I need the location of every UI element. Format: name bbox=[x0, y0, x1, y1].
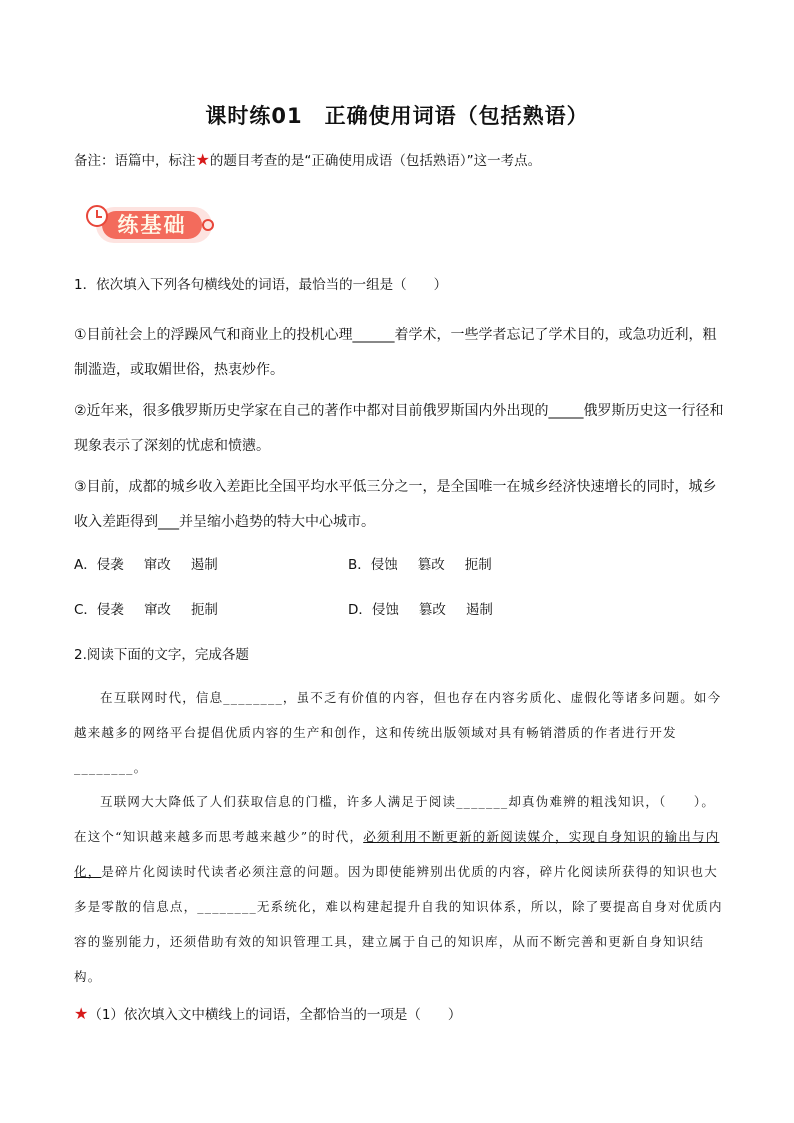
option-d-word-3: 遏制 bbox=[465, 602, 493, 618]
option-c-word-2: 窜改 bbox=[143, 602, 171, 618]
option-a-word-3: 遏制 bbox=[190, 557, 218, 573]
question-1-sentence-2: ②近年来，很多俄罗斯历史学家在自己的著作中都对目前俄罗斯国内外出现的_____俄罗斯历史这一行径和现象表示了深刻的忧虑和愤懑。 bbox=[74, 403, 724, 454]
page-title: 课时练01 正确使用词语（包括熟语） bbox=[205, 104, 589, 128]
passage-paragraph-2 bbox=[74, 784, 728, 994]
option-c bbox=[74, 598, 218, 618]
star-icon: ★ bbox=[74, 1004, 89, 1023]
passage-paragraph-2-part-b: 是碎片化阅读时代读者必须注意的问题。因为即使能辨别出优质的内容，碎片化阅读所获得的知识也大多是零散的信息点，________无系统化，难以构建起提升自我的知识体系，所以，除了要提高自身对优质内容的鉴别能力，还须借助有效的知识管理工具，建立属于自己的知识库，从而不断完善和更新自身知识结构。 bbox=[74, 864, 723, 984]
option-b bbox=[348, 553, 492, 573]
option-b-word-2: 篡改 bbox=[417, 557, 445, 573]
option-d-word-2: 篡改 bbox=[418, 602, 446, 618]
question-2-stem: 2.阅读下面的文字，完成各题 bbox=[74, 647, 249, 663]
option-c-word-3: 扼制 bbox=[190, 602, 218, 618]
question-1-sentence-1: ①目前社会上的浮躁风气和商业上的投机心理______着学术，一些学者忘记了学术目的，或急功近利，粗制滥造，或取媚世俗，热衷炒作。 bbox=[74, 327, 717, 378]
option-c-label: C．侵袭 bbox=[74, 602, 124, 618]
question-1-sentence-3: ③目前，成都的城乡收入差距比全国平均水平低三分之一，是全国唯一在城乡经济快速增长的同时，城乡收入差距得到___并呈缩小趋势的特大中心城市。 bbox=[74, 479, 717, 530]
sub-question-1-text: （1）依次填入文中横线上的词语，全都恰当的一项是（ ） bbox=[88, 1007, 462, 1023]
option-d bbox=[348, 598, 493, 618]
note-line bbox=[74, 149, 541, 169]
clock-icon bbox=[86, 205, 108, 227]
note-text-after: 的题目考查的是“正确使用成语（包括熟语）”这一考点。 bbox=[209, 153, 542, 169]
badge-dot-icon bbox=[202, 219, 214, 231]
note-text-before: 备注：语篇中，标注 bbox=[74, 153, 196, 169]
option-b-label: B．侵蚀 bbox=[348, 557, 398, 573]
star-icon: ★ bbox=[195, 150, 210, 169]
badge-label: 练基础 bbox=[102, 211, 202, 239]
option-a-label: A．侵袭 bbox=[74, 557, 124, 573]
option-b-word-3: 扼制 bbox=[464, 557, 492, 573]
passage-paragraph-1: 在互联网时代，信息________，虽不乏有价值的内容，但也存在内容劣质化、虚假化等诸多问题。如今越来越多的网络平台提倡优质内容的生产和创作，这和传统出版领域对具有畅销潜质的作者进行开发________。 bbox=[74, 690, 722, 775]
passage-paragraph-2-part-a: 互联网大大降低了人们获取信息的门槛，许多人满足于阅读_______却真伪难辨的粗浅知识，（ ）。在这个“知识越来越多而思考越来越少”的时代， bbox=[74, 794, 716, 844]
section-badge bbox=[86, 203, 214, 247]
option-d-label: D．侵蚀 bbox=[348, 602, 399, 618]
option-a-word-2: 窜改 bbox=[143, 557, 171, 573]
passage-underlined-text: 必须利用不断更新的新阅读媒介，实现自身知识的输出与内化， bbox=[74, 829, 720, 879]
question-1-stem: 1．依次填入下列各句横线处的词语，最恰当的一组是（ ） bbox=[74, 277, 448, 293]
option-a bbox=[74, 553, 218, 573]
sub-question-1 bbox=[74, 1003, 461, 1023]
